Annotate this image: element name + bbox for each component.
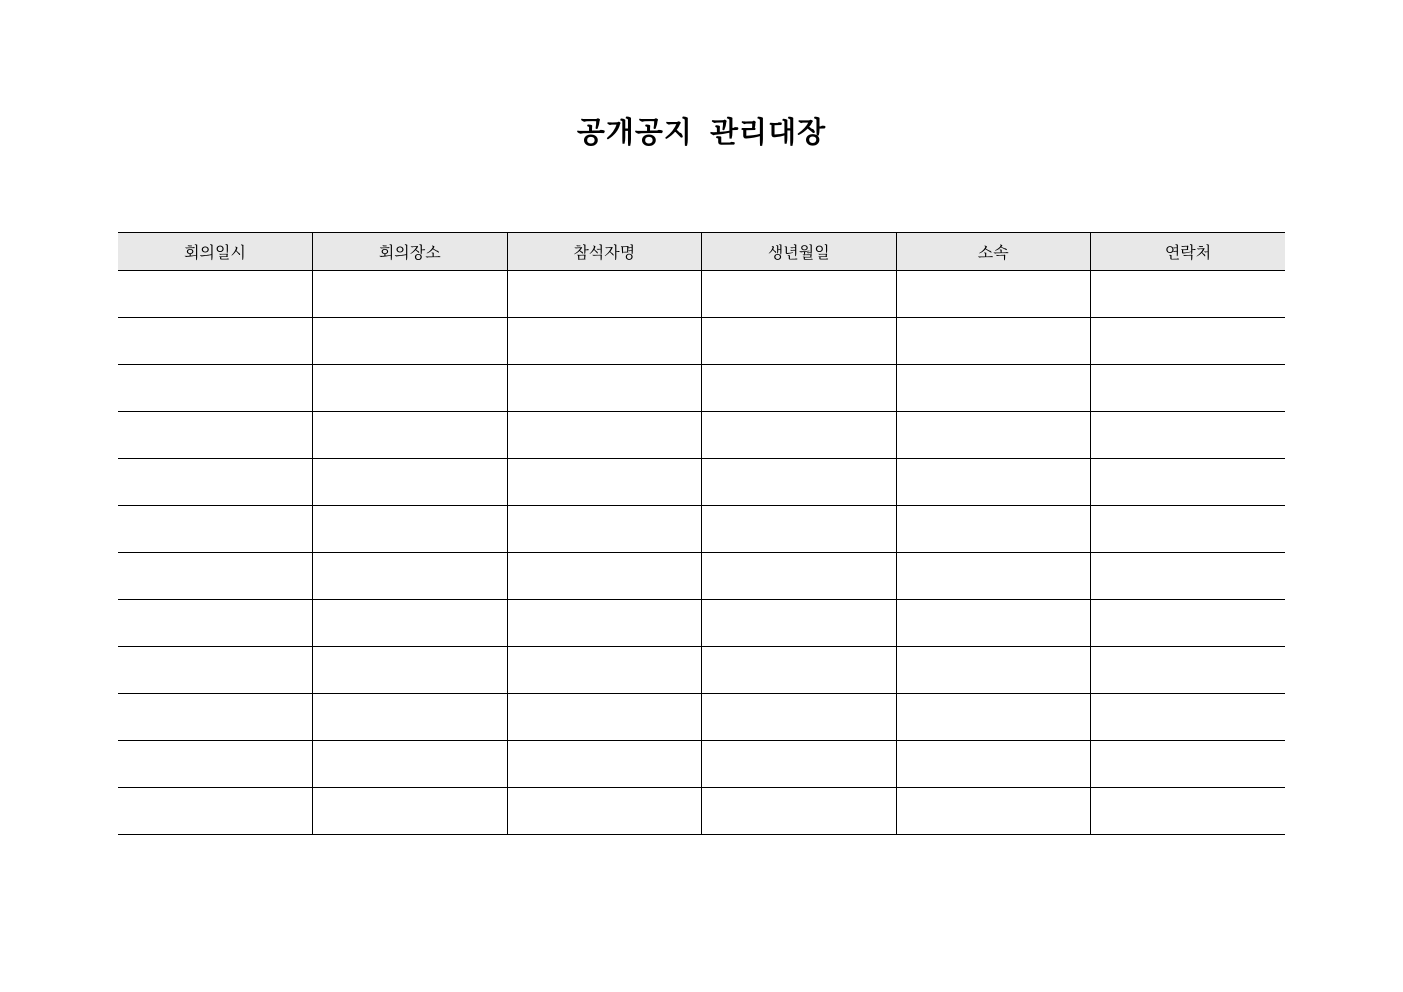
table-cell-meeting-place[interactable] [313,365,508,412]
table-cell-meeting-datetime[interactable] [118,459,313,506]
table-cell-contact[interactable] [1091,647,1286,694]
table-cell-attendee-name[interactable] [507,647,702,694]
table-cell-affiliation[interactable] [896,694,1091,741]
table-cell-birth-date[interactable] [702,600,897,647]
table-cell-birth-date[interactable] [702,741,897,788]
table-cell-attendee-name[interactable] [507,694,702,741]
table-cell-affiliation[interactable] [896,459,1091,506]
column-header-affiliation: 소속 [896,233,1091,271]
table-cell-contact[interactable] [1091,365,1286,412]
table-row [118,788,1285,835]
table-cell-meeting-datetime[interactable] [118,271,313,318]
table-cell-contact[interactable] [1091,318,1286,365]
table-cell-attendee-name[interactable] [507,271,702,318]
column-header-meeting-datetime: 회의일시 [118,233,313,271]
table-cell-meeting-datetime[interactable] [118,553,313,600]
table-cell-affiliation[interactable] [896,365,1091,412]
table-cell-attendee-name[interactable] [507,412,702,459]
table-cell-affiliation[interactable] [896,412,1091,459]
table-cell-affiliation[interactable] [896,318,1091,365]
table-cell-attendee-name[interactable] [507,365,702,412]
table-cell-meeting-place[interactable] [313,694,508,741]
column-header-birth-date: 생년월일 [702,233,897,271]
table-row [118,271,1285,318]
table-cell-birth-date[interactable] [702,271,897,318]
table-cell-meeting-place[interactable] [313,647,508,694]
table-cell-attendee-name[interactable] [507,318,702,365]
table-cell-meeting-place[interactable] [313,318,508,365]
table-cell-affiliation[interactable] [896,506,1091,553]
table-cell-attendee-name[interactable] [507,600,702,647]
table-row [118,694,1285,741]
table-cell-meeting-datetime[interactable] [118,506,313,553]
table-cell-birth-date[interactable] [702,365,897,412]
column-header-attendee-name: 참석자명 [507,233,702,271]
table-cell-attendee-name[interactable] [507,506,702,553]
table-row [118,459,1285,506]
table-cell-meeting-datetime[interactable] [118,694,313,741]
table-row [118,506,1285,553]
table-cell-birth-date[interactable] [702,459,897,506]
table-cell-meeting-datetime[interactable] [118,318,313,365]
table-cell-meeting-datetime[interactable] [118,647,313,694]
table-cell-contact[interactable] [1091,694,1286,741]
table-row [118,553,1285,600]
table-cell-contact[interactable] [1091,412,1286,459]
table-cell-meeting-place[interactable] [313,271,508,318]
table-cell-meeting-place[interactable] [313,741,508,788]
column-header-contact: 연락처 [1091,233,1286,271]
column-header-meeting-place: 회의장소 [313,233,508,271]
table-row [118,647,1285,694]
table-body [118,271,1285,835]
table-cell-attendee-name[interactable] [507,459,702,506]
table-cell-affiliation[interactable] [896,647,1091,694]
table-cell-affiliation[interactable] [896,741,1091,788]
table-cell-affiliation[interactable] [896,788,1091,835]
table-cell-meeting-place[interactable] [313,506,508,553]
table-cell-attendee-name[interactable] [507,788,702,835]
table-cell-meeting-place[interactable] [313,600,508,647]
table-cell-affiliation[interactable] [896,553,1091,600]
table-cell-meeting-datetime[interactable] [118,600,313,647]
table-row [118,365,1285,412]
table-cell-meeting-datetime[interactable] [118,412,313,459]
table-cell-meeting-place[interactable] [313,553,508,600]
table-row [118,600,1285,647]
table-header-row [118,233,1285,271]
table-cell-contact[interactable] [1091,788,1286,835]
table-cell-birth-date[interactable] [702,318,897,365]
table-cell-attendee-name[interactable] [507,741,702,788]
table-cell-birth-date[interactable] [702,506,897,553]
table-cell-meeting-datetime[interactable] [118,741,313,788]
table-cell-birth-date[interactable] [702,694,897,741]
table-cell-contact[interactable] [1091,600,1286,647]
table-cell-birth-date[interactable] [702,412,897,459]
management-register-table [118,232,1285,835]
table-cell-meeting-datetime[interactable] [118,365,313,412]
table-cell-meeting-datetime[interactable] [118,788,313,835]
table-cell-attendee-name[interactable] [507,553,702,600]
table-cell-contact[interactable] [1091,271,1286,318]
table-cell-contact[interactable] [1091,741,1286,788]
table-row [118,412,1285,459]
table-cell-birth-date[interactable] [702,647,897,694]
table-cell-birth-date[interactable] [702,553,897,600]
table-cell-affiliation[interactable] [896,600,1091,647]
table-row [118,741,1285,788]
page-title: 공개공지 관리대장 [576,115,827,149]
table-row [118,318,1285,365]
table-cell-contact[interactable] [1091,553,1286,600]
table-cell-meeting-place[interactable] [313,788,508,835]
table-cell-affiliation[interactable] [896,271,1091,318]
table-cell-birth-date[interactable] [702,788,897,835]
table-cell-contact[interactable] [1091,506,1286,553]
table-cell-meeting-place[interactable] [313,412,508,459]
table-cell-contact[interactable] [1091,459,1286,506]
table-cell-meeting-place[interactable] [313,459,508,506]
